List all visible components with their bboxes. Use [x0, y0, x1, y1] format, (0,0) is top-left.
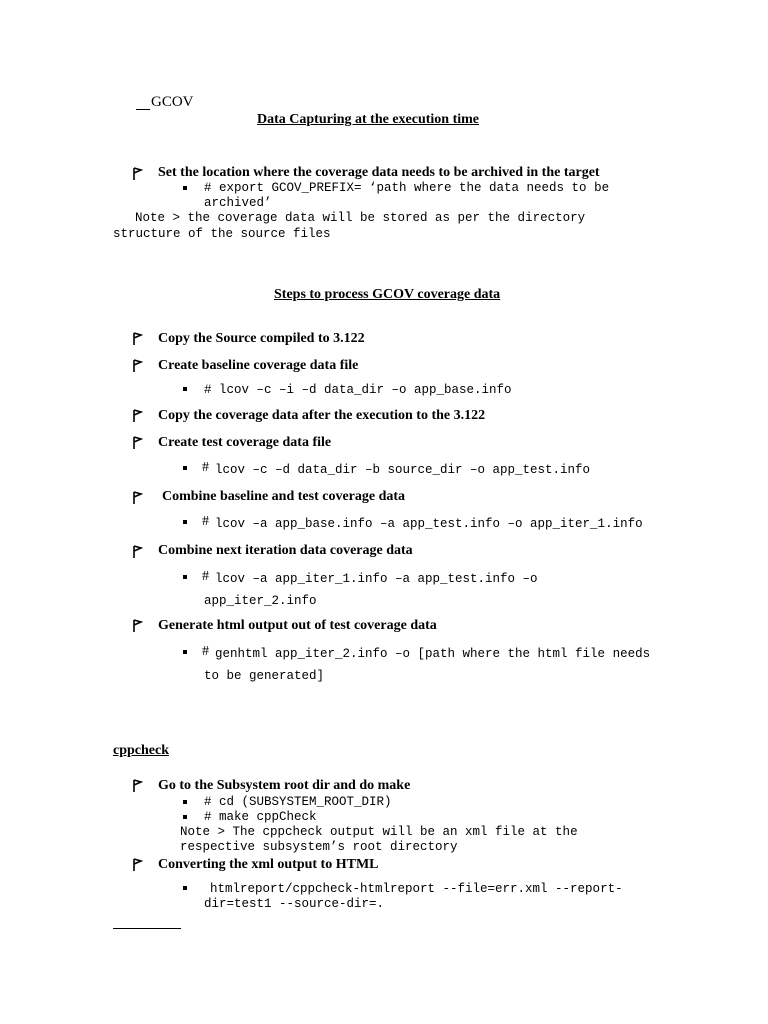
htmlreport-command-line2: dir=test1 --source-dir=. [204, 897, 385, 911]
export-command-line2: archived’ [204, 196, 272, 210]
flag-bullet-icon [133, 436, 143, 450]
square-bullet-icon [183, 815, 187, 819]
note-line1: Note > the coverage data will be stored as per the directory [135, 211, 586, 225]
steps-heading: Steps to process GCOV coverage data [274, 287, 501, 302]
flag-bullet-icon [133, 332, 143, 346]
flag-bullet-icon [133, 619, 143, 633]
cd-command: # cd (SUBSYSTEM_ROOT_DIR) [204, 795, 392, 809]
footnote-separator [113, 928, 181, 929]
baseline-command: # lcov –c –i –d data_dir –o app_base.info [204, 383, 512, 397]
step-combine-next-iteration: Combine next iteration data coverage data [158, 543, 413, 558]
step-combine-baseline-test: Combine baseline and test coverage data [162, 489, 406, 504]
step-generate-html: Generate html output out of test coverage data [158, 618, 437, 633]
iteration-command-line2: app_iter_2.info [204, 594, 317, 608]
square-bullet-icon [183, 387, 187, 391]
gcov-title: GCOV [151, 94, 194, 110]
cppcheck-note-line2: respective subsystem’s root directory [180, 840, 458, 854]
square-bullet-icon [183, 886, 187, 890]
cppcheck-title: cppcheck [113, 743, 169, 758]
flag-bullet-icon [133, 779, 143, 793]
genhtml-command-line1: genhtml app_iter_2.info –o [path where the html file needs [215, 647, 651, 661]
note-line2: structure of the source files [113, 227, 331, 241]
iteration-command-line1: lcov –a app_iter_1.info –a app_test.info –o [215, 572, 538, 586]
genhtml-command-line2: to be generated] [204, 669, 325, 683]
step-create-test-coverage: Create test coverage data file [158, 435, 332, 450]
flag-bullet-icon [133, 359, 143, 373]
flag-bullet-icon [133, 545, 143, 559]
square-bullet-icon [183, 520, 187, 524]
step-copy-source: Copy the Source compiled to 3.122 [158, 331, 365, 346]
square-bullet-icon [183, 800, 187, 804]
capture-heading: Data Capturing at the execution time [257, 112, 480, 127]
test-coverage-command: lcov –c –d data_dir –b source_dir –o app_test.info [215, 463, 591, 477]
capture-bullet: Set the location where the coverage data needs to be archived in the target [158, 165, 600, 180]
cppcheck-note-line1: Note > The cppcheck output will be an xml file at the [180, 825, 578, 839]
square-bullet-icon [183, 650, 187, 654]
square-bullet-icon [183, 186, 187, 190]
htmlreport-command-line1: htmlreport/cppcheck-htmlreport --file=err.xml --report- [210, 882, 623, 896]
export-command-line1: # export GCOV_PREFIX= ‘path where the data needs to be [204, 181, 610, 195]
step-create-baseline: Create baseline coverage data file [158, 358, 359, 373]
flag-bullet-icon [133, 167, 143, 181]
flag-bullet-icon [133, 409, 143, 423]
cppcheck-convert-bullet: Converting the xml output to HTML [158, 857, 379, 872]
cppcheck-make-bullet: Go to the Subsystem root dir and do make [158, 778, 411, 793]
title-underline-stub [136, 109, 150, 110]
flag-bullet-icon [133, 491, 143, 505]
flag-bullet-icon [133, 858, 143, 872]
hash-mark: # [202, 514, 209, 529]
square-bullet-icon [183, 466, 187, 470]
step-copy-coverage: Copy the coverage data after the execution to the 3.122 [158, 408, 486, 423]
make-command: # make cppCheck [204, 810, 317, 824]
hash-mark: # [202, 644, 209, 659]
combine-command: lcov –a app_base.info –a app_test.info –o app_iter_1.info [215, 517, 643, 531]
hash-mark: # [202, 460, 209, 475]
square-bullet-icon [183, 575, 187, 579]
hash-mark: # [202, 569, 209, 584]
